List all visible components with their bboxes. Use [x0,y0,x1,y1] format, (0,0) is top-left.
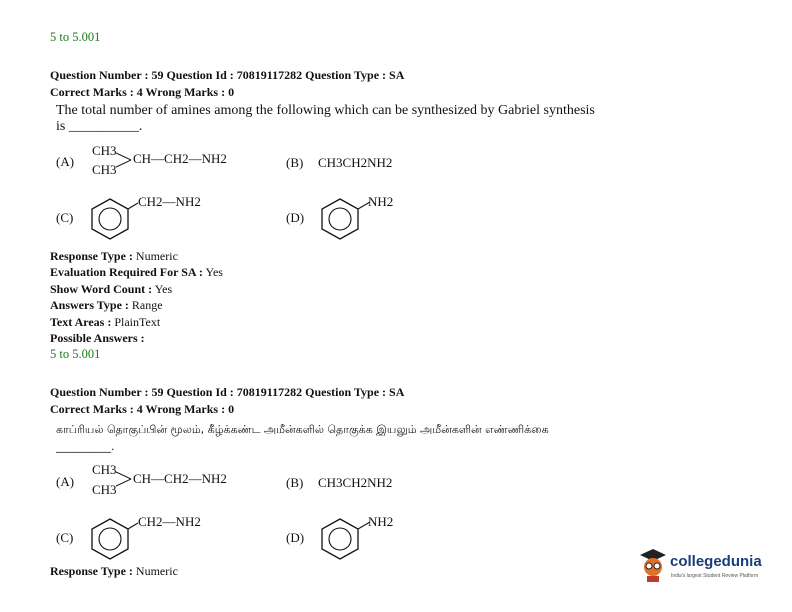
option-a-ch3-top: CH3 [92,462,117,477]
option-c-benzene-ring [88,516,138,562]
option-d-benzene-ring [318,516,370,562]
option-c-label: (C) [56,210,74,225]
question-text-tamil: காப்ரியல் தொகுப்பின் மூலம், கீழ்க்கண்ட அமீன்களில் தொகுக்க இயலும் அமீன்களின் எண்ணிக்கை __________. [56,423,549,453]
option-d-label: (D) [286,210,305,225]
option-c-chain: CH2—NH2 [138,514,201,529]
option-c-chain: CH2—NH2 [138,194,201,209]
question-header: Question Number : 59 Question Id : 70819117282 Question Type : SA [50,385,405,399]
show-word-count: Show Word Count : Yes [50,282,173,296]
option-a-label: (A) [56,154,75,169]
question-marks: Correct Marks : 4 Wrong Marks : 0 [50,85,235,99]
response-type: Response Type : Numeric [50,249,178,263]
option-a-ch3-bottom: CH3 [92,162,117,177]
possible-answers-value: 5 to 5.001 [50,347,101,361]
option-b-label: (B) [286,155,304,170]
answers-type: Answers Type : Range [50,298,163,312]
option-c-label: (C) [56,530,74,545]
text-areas: Text Areas : PlainText [50,315,161,329]
option-a-label: (A) [56,474,75,489]
evaluation-required: Evaluation Required For SA : Yes [50,265,223,279]
question-marks: Correct Marks : 4 Wrong Marks : 0 [50,402,235,416]
option-d-benzene-ring [318,196,370,242]
option-a-ch3-top: CH3 [92,143,117,158]
graduate-mascot-icon [638,547,668,583]
collegedunia-logo [638,543,778,593]
option-d-group: NH2 [368,514,394,529]
option-a-chain: CH—CH2—NH2 [133,471,227,486]
option-a-branch-lines [116,148,134,172]
option-b-formula: CH3CH2NH2 [318,475,393,490]
question-text: The total number of amines among the following which can be synthesized by Gabriel synthesis is __________. [56,103,595,134]
option-d-group: NH2 [368,194,394,209]
option-c-benzene-ring [88,196,138,242]
option-a-ch3-bottom: CH3 [92,482,117,497]
previous-answer-range: 5 to 5.001 [50,30,101,44]
possible-answers-label: Possible Answers : [50,331,145,345]
brand-name: collegedunia [670,553,762,570]
brand-tagline: India's largest Student Review Platform [671,573,759,579]
option-b-label: (B) [286,475,304,490]
option-b-formula: CH3CH2NH2 [318,155,393,170]
option-a-chain: CH—CH2—NH2 [133,151,227,166]
response-type: Response Type : Numeric [50,564,178,578]
option-a-branch-lines [116,467,134,491]
question-header: Question Number : 59 Question Id : 70819117282 Question Type : SA [50,68,405,82]
option-d-label: (D) [286,530,305,545]
